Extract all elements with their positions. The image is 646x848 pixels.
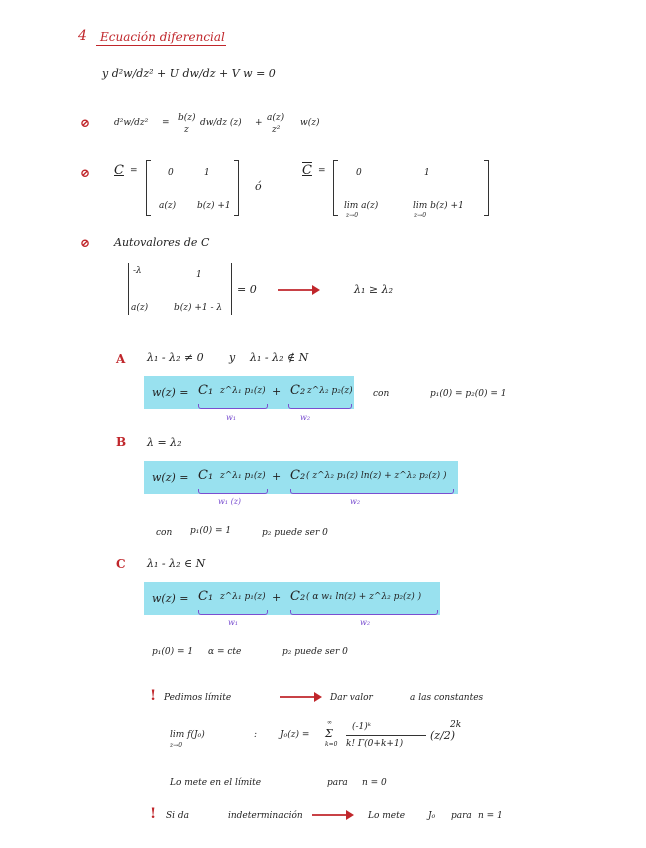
s1-t1b: z <box>184 125 189 135</box>
det-left-bar <box>128 263 129 315</box>
s2-or: ó <box>255 180 262 193</box>
case-b-w2: w₂ <box>350 497 361 506</box>
det-r1c1: -λ <box>133 266 142 276</box>
s1-t2a: a(z) <box>267 113 285 123</box>
note1-t3: a las constantes <box>410 693 484 703</box>
case-c-n2: α = cte <box>208 647 242 657</box>
det-r2c2: b(z) +1 - λ <box>174 303 223 313</box>
matrix1-right-bracket <box>234 160 239 216</box>
case-b-t1: z^λ₁ p₁(z) <box>220 471 266 481</box>
s2-eq2: = <box>318 166 326 176</box>
title-underline <box>96 45 226 46</box>
matrix-C2-label: C <box>302 163 312 178</box>
case-a-w1: w₁ <box>226 413 237 422</box>
case-c-c1: C₁ <box>198 589 214 604</box>
note1-pow: (z/2) <box>430 729 456 742</box>
s1-t1a: b(z) <box>178 113 196 123</box>
case-b-cond: λ = λ₂ <box>147 436 182 449</box>
case-b-c1: C₁ <box>198 468 214 483</box>
det-eq-zero: = 0 <box>237 283 257 296</box>
m1-r1c1: 0 <box>168 168 174 178</box>
case-b-w: w(z) = <box>152 471 189 484</box>
case-a-con: con <box>373 389 390 399</box>
case-a-w2: w₂ <box>300 413 311 422</box>
note3-t4: J₀ <box>428 811 436 821</box>
note1-sum: Σ <box>325 727 333 740</box>
note1-text: Pedimos límite <box>164 693 232 703</box>
case-c-cond: λ₁ - λ₂ ∈ N <box>147 557 206 570</box>
m2-r1c2: 1 <box>424 168 430 178</box>
case-c-t1: z^λ₁ p₁(z) <box>220 592 266 602</box>
det-r1c2: 1 <box>196 270 202 280</box>
note3-t6: n = 1 <box>478 811 503 821</box>
m2-r2c2: lim b(z) +1 <box>413 201 464 211</box>
note3-t5: para <box>451 811 472 821</box>
note2-t2: para <box>327 778 348 788</box>
note1-pow-exp: 2k <box>450 720 462 730</box>
main-equation: y d²w/dz² + U dw/dz + V w = 0 <box>102 67 276 80</box>
case-a-mark: A <box>116 352 126 366</box>
matrix2-right-bracket <box>484 160 489 216</box>
note2-text: Lo mete en el límite <box>170 778 262 788</box>
note1-lim-sub: z→0 <box>170 742 183 749</box>
s1-t1c: dw/dz (z) <box>200 118 242 128</box>
note1-frac-num: (-1)ᵏ <box>352 722 372 732</box>
case-a-cond2: λ₁ - λ₂ ∉ N <box>250 351 309 364</box>
det-r2c1: a(z) <box>131 303 149 313</box>
case-b-brace2 <box>290 489 454 494</box>
page-title: Ecuación diferencial <box>100 30 225 44</box>
note1-lim: lim f(J₀) <box>170 730 205 740</box>
m1-r1c2: 1 <box>204 168 210 178</box>
case-c-brace2 <box>290 610 438 615</box>
section-2-mark: ⊘ <box>80 166 91 180</box>
m2-r2c1-sub: z→0 <box>346 212 359 219</box>
case-c-w1: w₁ <box>228 618 239 627</box>
eigen-result: λ₁ ≥ λ₂ <box>354 283 393 296</box>
s3-heading: Autovalores de C <box>114 236 210 249</box>
case-b-plus: + <box>272 470 282 483</box>
case-c-w: w(z) = <box>152 592 189 605</box>
m2-r2c1: lim a(z) <box>344 201 379 211</box>
note1-t2: Dar valor <box>330 693 373 703</box>
title-number: 4 <box>78 28 87 44</box>
section-1-mark: ⊘ <box>80 116 91 130</box>
case-a-w: w(z) = <box>152 386 189 399</box>
m1-r2c2: b(z) +1 <box>197 201 231 211</box>
case-b-t2: ( z^λ₂ p₁(z) ln(z) + z^λ₂ p₂(z) ) <box>306 471 447 481</box>
case-c-n1: p₁(0) = 1 <box>152 647 194 657</box>
case-b-mark: B <box>116 435 127 449</box>
note3-t3: Lo mete <box>368 811 406 821</box>
case-a-t1: z^λ₁ p₁(z) <box>220 386 266 396</box>
case-c-brace1 <box>198 610 268 615</box>
arrow-icon <box>278 283 320 297</box>
s1-lhs: d²w/dz² <box>114 118 149 128</box>
note3-mark: ! <box>150 806 157 822</box>
det-right-bar <box>231 263 232 315</box>
note3-text: Si da <box>166 811 190 821</box>
note1-frac-den: k! Γ(0+k+1) <box>346 739 404 749</box>
case-b-w1: w₁ (z) <box>218 497 242 506</box>
m2-r1c1: 0 <box>356 168 362 178</box>
case-a-brace2 <box>288 404 352 409</box>
case-a-c1: C₁ <box>198 383 214 398</box>
case-b-n1: p₁(0) = 1 <box>190 526 232 536</box>
case-b-c2: C₂ <box>290 468 306 483</box>
case-a-plus: + <box>272 385 282 398</box>
case-a-note: p₁(0) = p₂(0) = 1 <box>430 389 507 399</box>
s1-plus: + <box>255 118 263 128</box>
note1-sum-top: ∞ <box>327 719 332 726</box>
matrix2-left-bracket <box>333 160 338 216</box>
case-a-cond1: λ₁ - λ₂ ≠ 0 <box>147 351 204 364</box>
s1-t2c: w(z) <box>300 118 320 128</box>
note2-t3: n = 0 <box>362 778 387 788</box>
s1-eq: = <box>162 118 170 128</box>
s2-eq: = <box>130 166 138 176</box>
case-b-n2: p₂ puede ser 0 <box>262 528 328 538</box>
s1-t2b: z² <box>272 125 281 135</box>
case-c-n3: p₂ puede ser 0 <box>282 647 348 657</box>
case-c-c2: C₂ <box>290 589 306 604</box>
matrix1-left-bracket <box>146 160 151 216</box>
note1-sum-bot: k=0 <box>325 741 338 748</box>
case-b-con: con <box>156 528 173 538</box>
case-c-t2: ( α w₁ ln(z) + z^λ₂ p₂(z) ) <box>306 592 422 602</box>
case-b-brace1 <box>198 489 268 494</box>
m1-r2c1: a(z) <box>159 201 177 211</box>
matrix-C-label: C <box>114 163 124 178</box>
case-a-y: y <box>229 351 236 364</box>
note1-frac-line <box>346 735 426 736</box>
case-a-c2: C₂ <box>290 383 306 398</box>
case-c-mark: C <box>116 557 126 571</box>
case-a-t2: z^λ₂ p₂(z) <box>307 386 353 396</box>
note1-mark: ! <box>150 688 157 704</box>
note3-arrow-icon <box>312 808 354 822</box>
note1-arrow-icon <box>280 690 322 704</box>
note3-t2: indeterminación <box>228 811 303 821</box>
case-a-brace1 <box>198 404 268 409</box>
m2-r2c2-sub: z→0 <box>414 212 427 219</box>
section-3-mark: ⊘ <box>80 236 91 250</box>
case-c-plus: + <box>272 591 282 604</box>
case-c-w2: w₂ <box>360 618 371 627</box>
note1-j0: J₀(z) = <box>280 730 310 740</box>
note1-colon: : <box>254 730 258 740</box>
